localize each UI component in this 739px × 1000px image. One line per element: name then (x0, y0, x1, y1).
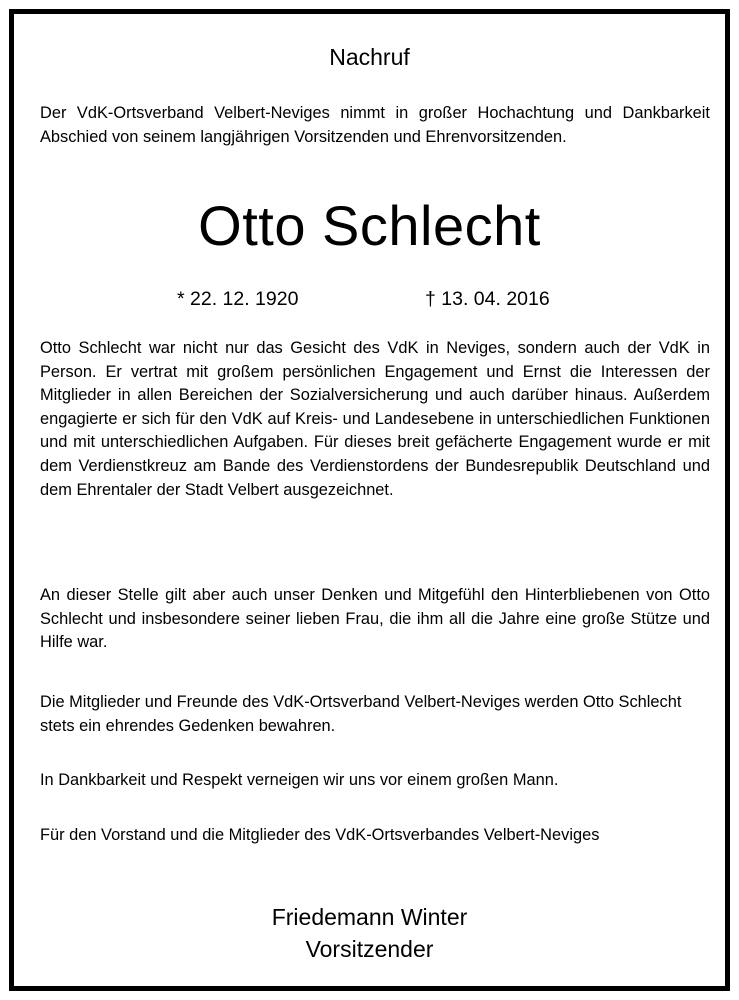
birth-date: * 22. 12. 1920 (177, 288, 299, 310)
notice-heading: Nachruf (329, 44, 410, 70)
gratitude-line: In Dankbarkeit und Respekt verneigen wir uns vor einem großen Mann. (40, 771, 559, 789)
intro-paragraph: Der VdK-Ortsverband Velbert-Neviges nimmt in großer Hochachtung und Dankbarkeit Abschied von seinem langjährigen Vorsitzenden und Ehrenvorsitzenden. (40, 104, 710, 146)
signer-name: Friedemann Winter (271, 904, 468, 930)
condolence-paragraph: An dieser Stelle gilt aber auch unser Denken und Mitgefühl den Hinterbliebenen von Otto Schlecht und insbesondere seiner lieben Frau, die ihm all die Jahre eine große Stütze und Hilfe war. (40, 586, 710, 652)
signer-title: Vorsitzender (305, 936, 434, 962)
obituary-frame (9, 9, 730, 991)
on-behalf-line: Für den Vorstand und die Mitglieder des VdK-Ortsverbandes Velbert-Neviges (40, 826, 600, 844)
remembrance-paragraph: Die Mitglieder und Freunde des VdK-Ortsverband Velbert-Neviges werden Otto Schlecht stets ein ehrendes Gedenken bewahren. (40, 693, 682, 735)
biography-paragraph: Otto Schlecht war nicht nur das Gesicht des VdK in Neviges, sondern auch der VdK in Person. Er vertrat mit großem persönlichen Engagement und Ernst die Interessen der Mitglieder in allen Bereichen der Sozialversicherung und auch darüber hinaus. Außerdem engagierte er sich für den VdK auf Kreis- und Landesebene in unterschiedlichen Funktionen und mit unterschiedlichen Aufgaben. Für dieses breit gefächerte Engagement wurde er mit dem Verdienstkreuz am Bande des Verdienstordens der Bundesrepublik Deutschland und dem Ehrentaler der Stadt Velbert ausgezeichnet. (40, 339, 710, 499)
deceased-name: Otto Schlecht (198, 194, 541, 257)
death-date: † 13. 04. 2016 (425, 288, 550, 310)
